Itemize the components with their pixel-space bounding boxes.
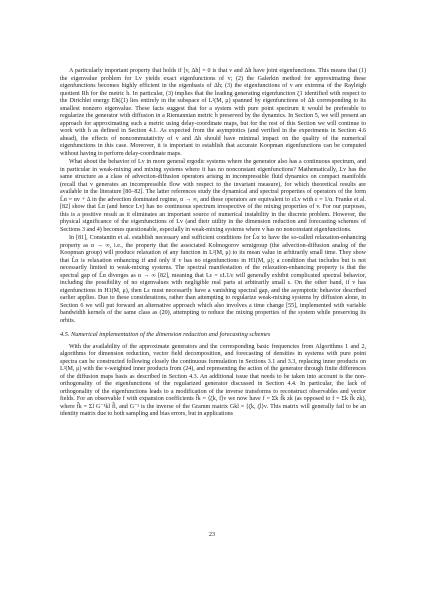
body-text xyxy=(60,68,366,420)
paragraph: In [81], Constantin et al. establish necessary and sufficient conditions for L̂α to have the so-called relaxation-enhancing property as α → ∞, i.e., the property that the associated Kolmogorov semigroup (the advection-diffusion analog of the Koopman group) will produce relaxation of any function in L²(M, μ) to its mean value in arbitrarily small time. They show that L̂α is relaxation enhancing if and only if v has no eigenfunctions in H1(M, μ); a condition that includes but is not necessarily limited to weak-mixing systems. The spectral manifestation of the relaxation-enhancing property is that the spectral gap of L̂α diverges as α → ∞ [82], meaning that Lε = εL1/ε will generally exhibit complicated spectral behavior, including the possibility of no eigenvalues with negligible real parts at arbitrarily small ε. On the other hand, if v has eigenfunctions in H1(M, μ), then Lε must necessarily have a vanishing spectral gap, and the asymptotic behavior described earlier applies. Due to these considerations, rather than attempting to regularize weak-mixing systems by diffusion alone, in Section 6 we will put forward an alternative approach which also involves a time change [55], implemented with variable bandwidth kernels of the same class as (20), attempting to reduce the mixing properties of the system while preserving its orbits. xyxy=(60,235,366,324)
page-number: 23 xyxy=(208,531,216,538)
paragraph: With the availability of the approximate generators and the corresponding basic frequencies from Algorithms 1 and 2, algorithms for dimension reduction, vector field decomposition, and forecasting of densities in systems with pure point spectra can be constructed following closely the continuous formulation in Sections 3.1 and 3.3, replacing inner products on L²(M, μ) with the ν-weighted inner products from (24), and representing the action of the generator through finite differences of the diffusion maps basis as described in Section 4.3. An additional issue that needs to be taken into account is the non-orthogonality of the eigenfunctions of the regularized generator discussed in Section 4.4. In particular, the lack of orthogonality of the eigenfunctions leads to a modification of the inverse transforms to reconstruct observables and vector fields. For an observable f with expansion coefficients f̂k = ⟨ζk, f⟩ν we now have f = Σk f̂k zk (as opposed to f = Σk f̂k zk), where f̂k = Σl G⁻¹kl f̂l, and G⁻¹ is the inverse of the Gramm matrix Gkl = ⟨ζk, ζl⟩ν. This matrix will generally fail to be an identity matrix due to both sampling and bias errors, but in applications xyxy=(60,343,366,418)
paragraph: What about the behavior of Lv in more general ergodic systems where the generator also has a continuous spectrum, and in particular in weak-mixing and mixing systems where it has no nonconstant eigenfunctions? Mathematically, Lv has the same structure as a class of advection-diffusion operators arising in incompressible fluid dynamics on compact manifolds (recall that v generates an incompressible flow with respect to the invariant measure), for which theoretical results are available in the literature [80–82]. The latter references study the dynamical and spectral properties of operators of the form L̂α = αv + Δ in the advection dominated regime, α → ∞, and these operators are equivalent to εLv with ε = 1/α. Franke et al. [82] show that L̂α (and hence Lv) has no continuous spectrum irrespective of the mixing properties of v. For our purposes, this is a positive result as it eliminates an important source of numerical instability in the discrete problem. However, the physical significance of the eigenfunctions of Lv (and their utility in the dimension reduction and forecasting schemes of Sections 3 and 4) becomes questionable, especially in weak-mixing systems where v has no nonconstant eigenfunctions. xyxy=(60,159,366,233)
paragraph: A particularly important property that holds if [v, Δh] = 0 is that v and Δh have joint eigenfunctions. This means that (1) the eigenvalue problem for Lv yields exact eigenfunctions of v; (2) the Galerkin method for approximating these eigenfunctions becomes highly efficient in the eigenbasis of Δh; (3) the eigenfunctions of v are extrema of the Rayleigh quotient Rh for the metric h. In particular, (3) implies that the leading generating eigenfunction ζ1 identified with respect to the Dirichlet energy Eh(ζ1) lies entirely in the subspace of L²(M, μ) spanned by eigenfunctions of Δh corresponding to its smallest nonzero eigenvalue. These facts suggest that for a system with pure point spectrum it would be preferable to regularize the generator with diffusion in a Riemannian metric h preserved by the dynamics. In Section 5, we will present an approach for approximating such a metric using delay-coordinate maps, but for the rest of this Section we will continue to work with h as defined in Section 4.1. As expected from the asymptotics (and verified in the experiments in Section 4.6 ahead), the effects of noncommutativity of v and Δh should have minimal impact on the quality of the numerical eigenfunctions in this case. Moreover, it is important to establish that accurate Koopman eigenfunctions can be computed without having to perform delay-coordinate maps. xyxy=(60,68,366,157)
section-heading: 4.5. Numerical implementation of the dimension reduction and forecasting schemes xyxy=(60,331,271,339)
